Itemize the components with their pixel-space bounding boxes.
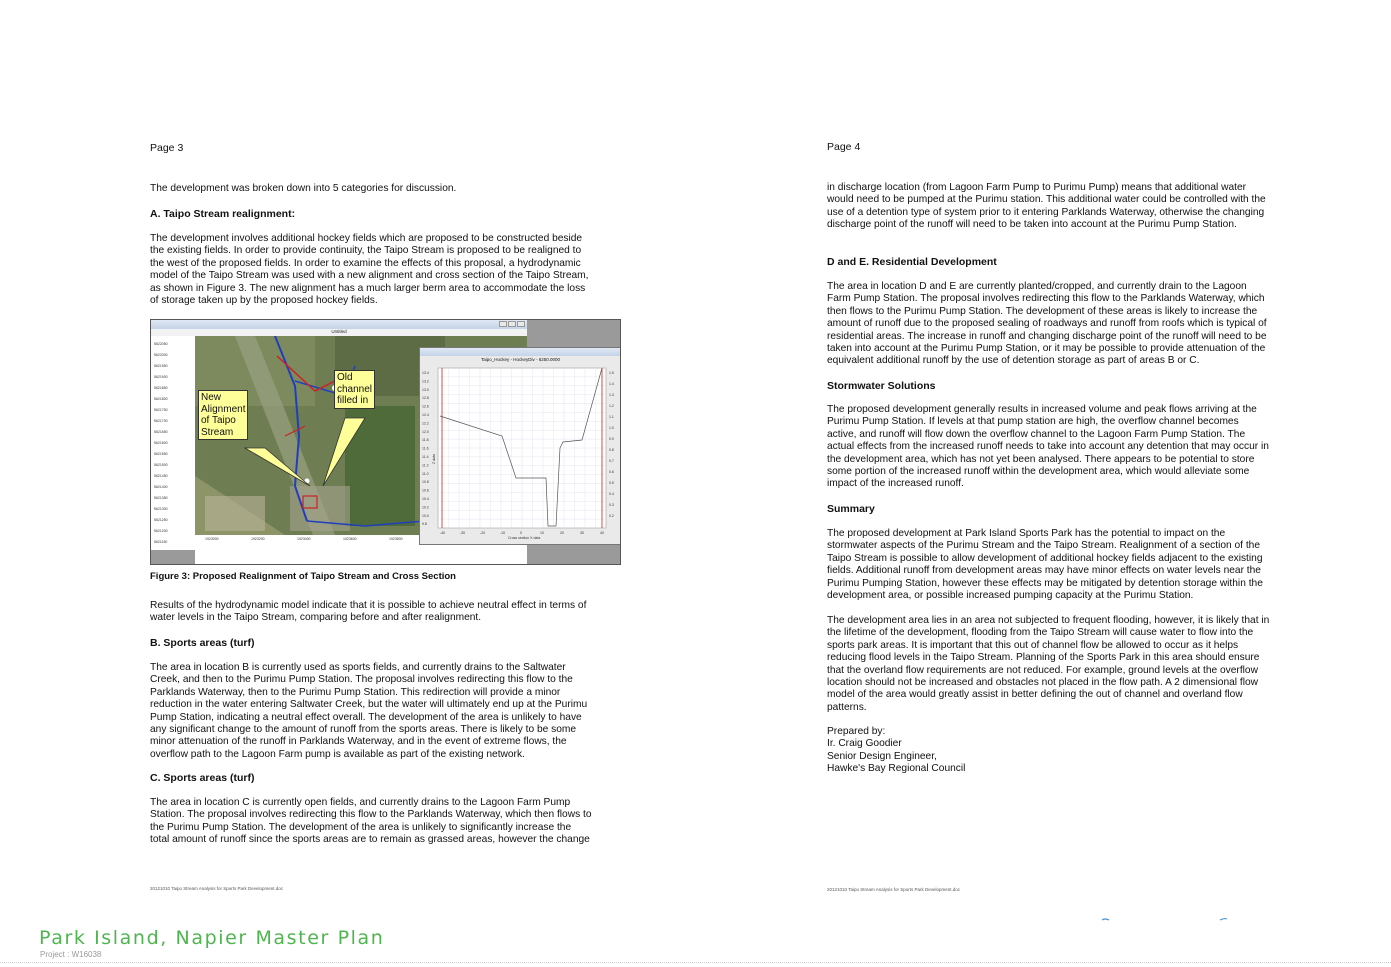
master-plan-title: Park Island, Napier Master Plan — [39, 927, 385, 949]
cross-section-x-tick: 40 — [600, 531, 604, 535]
cross-section-y-tick: 10.0 — [422, 513, 429, 518]
cross-section-y-tick: 13.2 — [422, 379, 429, 384]
cross-section-x-tick: -30 — [460, 531, 466, 535]
map-x-tick: 1923600 — [343, 537, 357, 541]
cross-section-x-label: Cross section X data — [508, 536, 541, 540]
cross-section-y-tick: 11.2 — [422, 463, 429, 468]
cross-section-y2-tick: 0.2 — [609, 514, 614, 518]
cross-section-x-tick: 0 — [520, 531, 522, 535]
cross-section-titlebar — [420, 348, 621, 356]
cross-section-y-tick: 12.2 — [422, 421, 429, 426]
map-x-tick: 1923400 — [297, 537, 311, 541]
map-y-tick: 5622000 — [154, 353, 168, 357]
map-window-title: Untitled — [151, 329, 527, 336]
cross-section-y-tick: 10.4 — [422, 497, 429, 501]
map-y-tick: 5622050 — [154, 342, 168, 346]
map-y-tick: 5621600 — [154, 441, 168, 445]
cross-section-y2-tick: 0.5 — [609, 481, 614, 485]
page-number: Page 3 — [150, 142, 184, 154]
page-4-footer: 20121010 Taipo Stream Analysis for Sports Park Development.doc — [827, 887, 960, 892]
map-y-axis — [151, 336, 195, 550]
map-x-tick: 1923200 — [251, 537, 265, 541]
cross-section-y2-tick: 1.1 — [609, 415, 614, 419]
section-b-heading: B. Sports areas (turf) — [150, 637, 255, 649]
map-x-tick: 1923800 — [389, 537, 403, 541]
cross-section-x-tick: -10 — [500, 531, 506, 535]
cross-section-y-tick: 9.8 — [422, 522, 427, 527]
section-a-heading: A. Taipo Stream realignment: — [150, 208, 296, 220]
cross-section-y2-tick: 0.6 — [609, 470, 614, 474]
map-y-tick: 5621450 — [154, 474, 168, 478]
map-y-tick: 5621950 — [154, 364, 168, 368]
cross-section-x-tick: -40 — [440, 531, 446, 535]
cross-section-y2-tick: 1.3 — [609, 393, 614, 397]
cross-section-y-tick: 10.8 — [422, 480, 429, 485]
cross-section-x-tick: 10 — [540, 531, 544, 535]
cross-section-y-tick: 11.4 — [422, 455, 429, 459]
intro-paragraph: The development was broken down into 5 categories for discussion. — [150, 183, 457, 194]
section-de-paragraph: The area in location D and E are currently planted/cropped, and currently drain to the Lagoon Farm Pump Station. The proposal involves redirecting this flow to the Parklands Waterway, which then flows to the Purimu Pump Station. The development of these areas is likely to increase the amount of runoff due to the proposed sealing of roadways and runoff from roofs which is typical of residential areas. The increase in runoff and changing discharge point of the runoff will need to be taken into account at the Purimu Pump Station, or it may be possible to provide attenuation of the equivalent additional runoff by the use of detention storage as part of areas B or C. — [827, 281, 1267, 367]
cross-section-y-label: Z data — [432, 454, 436, 464]
cross-section-y-tick: 10.6 — [422, 488, 429, 493]
map-y-tick: 5621200 — [154, 529, 168, 533]
callout-new-alignment: New Alignment of Taipo Stream — [198, 390, 248, 440]
stormwater-paragraph: The proposed development generally results in increased volume and peak flows arriving at the Purimu Pump Station. If levels at that pump station are high, the overflow channel becomes active, and runoff will flow down the overflow channel to the Lagoon Farm Pump Station. The actual effects from the increased runoff needs to take into account any detention that may occur in the development area, which has not yet been analysed. There appears to be potential to store some portion of the increased runoff within the development area, which would alleviate some impact of the increased runoff. — [827, 404, 1269, 490]
map-y-tick: 5621150 — [154, 540, 168, 544]
page-3-footer: 20121010 Taipo Stream Analysis for Sports Park Development.doc — [150, 886, 283, 891]
figure-caption: Figure 3: Proposed Realignment of Taipo Stream and Cross Section — [150, 571, 456, 582]
map-y-tick: 5621650 — [154, 430, 168, 434]
cross-section-title: Taipo_Hockey - HockeyDiv - 6250.0000 — [480, 357, 561, 362]
cross-section-y-tick: 12.4 — [422, 413, 429, 417]
cross-section-y2-tick: 1.5 — [609, 371, 614, 375]
map-y-tick: 5621300 — [154, 507, 168, 511]
cross-section-y-tick: 13.4 — [422, 371, 429, 375]
map-y-tick: 5621500 — [154, 463, 168, 467]
cross-section-y2-tick: 0.9 — [609, 437, 614, 441]
cross-section-x-tick: 30 — [580, 531, 584, 535]
section-b-paragraph: The area in location B is currently used as sports fields, and currently drains to the Saltwater Creek, and then to the Purimu Pump Station. The proposal involves redirecting this flow to the Parklands Waterway, then to the Purimu Pump Station. This redirection will provide a minor reduction in the water entering Saltwater Creek, but the water will ultimately end up at the Purimu Pump Station, indicating a neutral effect overall. The development of the area is unlikely to have any significant change to the amount of runoff from the sports areas. There is likely to be some minor attenuation of the runoff in Parklands Waterway, and in the event of extreme flows, the overflow path to the Lagoon Farm pump is available as part of the existing network. — [150, 662, 588, 760]
map-y-tick: 5621700 — [154, 419, 168, 423]
summary-paragraph-1: The proposed development at Park Island Sports Park has the potential to impact on the stormwater aspects of the Purimu Stream and the Taipo Stream. Realignment of a section of the Taipo Stream is possible to allow development of additional hockey fields adjacent to the existing fields. Additional runoff from development areas may have minor effects on water levels near the Purimu Pumping Station, however these effects may be mitigated by detention storage within the development area, or possible increased pumping capacity at the Purimu Station. — [827, 528, 1263, 602]
cross-section-y2-tick: 1.4 — [609, 382, 614, 386]
map-y-tick: 5621900 — [154, 375, 168, 379]
map-y-tick: 5621800 — [154, 397, 168, 401]
section-a-paragraph: The development involves additional hockey fields which are proposed to be constructed beside the existing fields. In order to provide continuity, the Taipo Stream is proposed to be realigned to the west of the proposed fields. In order to examine the effects of this proposal, a hydrodynamic model of the Taipo Stream was used with a new alignment and cross section of the Taipo Stream, as shown in Figure 3. The new alignment has a much larger berm area to accommodate the loss of storage taken up by the proposed hockey fields. — [150, 233, 589, 307]
cross-section-y2-tick: 1.2 — [609, 404, 614, 408]
map-y-tick: 5621750 — [154, 408, 168, 412]
cross-section-y-tick: 11.6 — [422, 446, 429, 451]
cross-section-y-tick: 13.0 — [422, 387, 429, 392]
cross-section-y-tick: 12.8 — [422, 396, 429, 401]
cross-section-y-tick: 11.8 — [422, 438, 429, 443]
cross-section-y-tick: 12.6 — [422, 404, 429, 409]
page-number: Page 4 — [827, 141, 861, 153]
cross-section-x-tick: 20 — [560, 531, 564, 535]
minimize-icon — [499, 321, 507, 327]
summary-paragraph-2: The development area lies in an area not subjected to frequent flooding, however, it is likely that in the lifetime of the development, flooding from the Taipo Stream will cause water to flow into the sports park areas. It is important that this out of channel flow be allowed to occur as it helps reducing flood levels in the Taipo Stream. Planning of the Sports Park in this area should ensure that the overland flow requirements are not reduced. For example, ground levels at the overflow location should not be increased and obstacles not placed in the flow path. A 2 dimensional flow model of the area would greatly assist in better defining the out of channel and overland flow patterns. — [827, 615, 1270, 713]
map-x-tick: 1923000 — [205, 537, 219, 541]
map-y-tick: 5621250 — [154, 518, 168, 522]
cross-section-x-tick: -20 — [480, 531, 486, 535]
cross-section-y2-tick: 0.3 — [609, 503, 614, 507]
cross-section-window — [419, 347, 621, 545]
stormwater-heading: Stormwater Solutions — [827, 380, 936, 392]
cross-section-y2-tick: 0.7 — [609, 459, 614, 463]
prepared-by-block: Prepared by: Ir. Craig Goodier Senior Design Engineer, Hawke's Bay Regional Council — [827, 726, 966, 775]
cross-section-y-tick: 12.0 — [422, 429, 429, 434]
cross-section-y2-tick: 1.0 — [609, 426, 614, 430]
map-y-tick: 5621550 — [154, 452, 168, 456]
figure-3 — [150, 319, 621, 565]
callout-old-channel: Old channel filled in — [334, 370, 375, 409]
project-number: Project : W16038 — [40, 950, 102, 959]
cross-section-y2-tick: 0.8 — [609, 448, 614, 452]
cross-section-y2-tick: 0.4 — [609, 492, 614, 496]
section-de-heading: D and E. Residential Development — [827, 256, 997, 268]
map-y-tick: 5621350 — [154, 496, 168, 500]
cross-section-y-tick: 10.2 — [422, 505, 429, 510]
summary-heading: Summary — [827, 503, 875, 515]
cross-section-y-tick: 11.0 — [422, 471, 429, 476]
results-paragraph: Results of the hydrodynamic model indicate that it is possible to achieve neutral effect in terms of water levels in the Taipo Stream, comparing before and after realignment. — [150, 600, 587, 624]
footer-divider — [0, 962, 1391, 963]
map-y-tick: 5621400 — [154, 485, 168, 489]
maximize-icon — [508, 321, 516, 327]
cross-section-plot — [420, 364, 621, 544]
close-icon — [517, 321, 525, 327]
map-y-tick: 5621850 — [154, 386, 168, 390]
section-c-paragraph: The area in location C is currently open fields, and currently drains to the Lagoon Farm Pump Station. The proposal involves redirecting this flow to the Parklands Waterway, which then flows to the Purimu Pump Station. The development of the area is unlikely to significantly increase the total amount of runoff since the sports areas are to remain as grassed areas, however the change — [150, 797, 592, 846]
section-c-heading: C. Sports areas (turf) — [150, 772, 255, 784]
decorative-marks — [1100, 917, 1240, 923]
continued-paragraph: in discharge location (from Lagoon Farm Pump to Purimu Pump) means that additional water would need to be pumped at the Purimu station. This additional water could be controlled with the use of a detention type of system prior to it entering Parklands Waterway, otherwise the changing discharge point of the runoff will need to be taken into account at the Purimu Pump Station. — [827, 182, 1266, 231]
